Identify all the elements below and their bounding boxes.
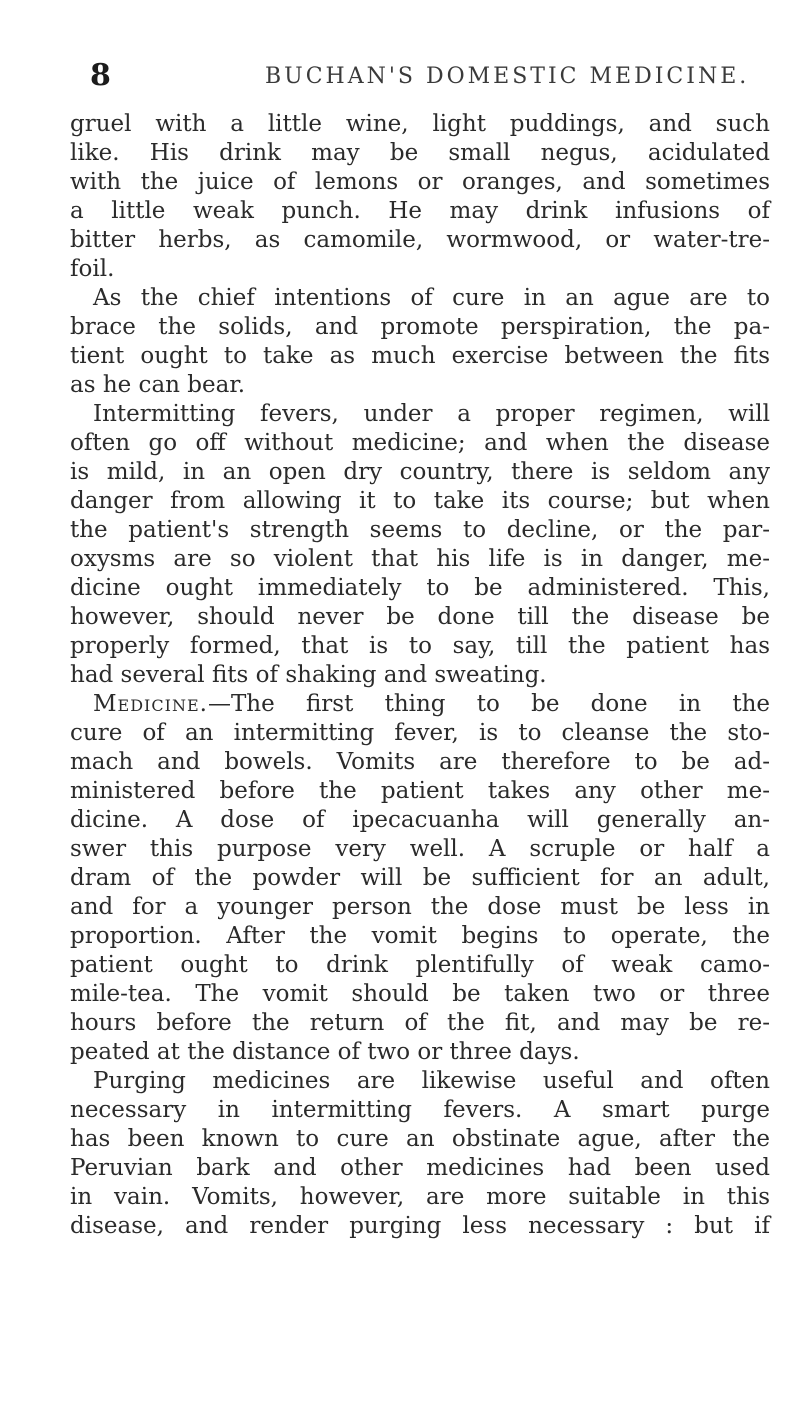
text-line: hours before the return of the fit, and may be re- — [70, 1010, 770, 1036]
text-line: a little weak punch. He may drink infusions of — [70, 198, 770, 224]
text-line: danger from allowing it to take its course; but when — [70, 488, 770, 514]
text-line: brace the solids, and promote perspiration, the pa- — [70, 314, 770, 340]
text-line: Intermitting fevers, under a proper regimen, will — [93, 401, 770, 427]
text-line: gruel with a little wine, light puddings, and such — [70, 111, 770, 137]
text-line: Peruvian bark and other medicines had been used — [70, 1155, 770, 1181]
text-line — [70, 690, 770, 719]
text-line: is mild, in an open dry country, there is seldom any — [70, 459, 770, 485]
text-line: had several fits of shaking and sweating. — [70, 662, 547, 688]
text-line: often go off without medicine; and when the disease — [70, 430, 770, 456]
text-line: and for a younger person the dose must be less in — [70, 894, 770, 920]
text-line: mach and bowels. Vomits are therefore to be ad- — [70, 749, 770, 775]
section-heading: Medicine. — [93, 691, 208, 717]
text-line: dram of the powder will be sufficient for an adult, — [70, 865, 770, 891]
text-line: the patient's strength seems to decline, or the par- — [70, 517, 770, 543]
text-line: ministered before the patient takes any other me- — [70, 778, 770, 804]
text-line: dicine. A dose of ipecacuanha will generally an- — [70, 807, 770, 833]
page-number: 8 — [90, 58, 111, 93]
running-head: BUCHAN'S DOMESTIC MEDICINE. — [265, 64, 750, 89]
text-line: As the chief intentions of cure in an ague are to — [93, 285, 770, 311]
body-text — [70, 110, 770, 1241]
text-line: swer this purpose very well. A scruple or half a — [70, 836, 770, 862]
text-line: peated at the distance of two or three days. — [70, 1039, 580, 1065]
text-line: like. His drink may be small negus, acidulated — [70, 140, 770, 166]
text-line: bitter herbs, as camomile, wormwood, or water-tre- — [70, 227, 770, 253]
section-heading-rest: —The first thing to be done in the — [207, 691, 770, 717]
text-line: cure of an intermitting fever, is to cleanse the sto- — [70, 720, 770, 746]
text-line: has been known to cure an obstinate ague, after the — [70, 1126, 770, 1152]
text-line: with the juice of lemons or oranges, and sometimes — [70, 169, 770, 195]
text-line: proportion. After the vomit begins to operate, the — [70, 923, 770, 949]
text-line: Purging medicines are likewise useful and often — [93, 1068, 770, 1094]
text-line: disease, and render purging less necessary : but if — [70, 1213, 770, 1239]
page-header — [40, 58, 760, 98]
text-line: foil. — [70, 256, 115, 282]
text-line: as he can bear. — [70, 372, 246, 398]
text-line: patient ought to drink plentifully of weak camo- — [70, 952, 770, 978]
text-line: dicine ought immediately to be administered. This, — [70, 575, 770, 601]
text-line: properly formed, that is to say, till the patient has — [70, 633, 770, 659]
text-line: however, should never be done till the disease be — [70, 604, 770, 630]
text-line: in vain. Vomits, however, are more suitable in this — [70, 1184, 770, 1210]
text-line: tient ought to take as much exercise between the fits — [70, 343, 770, 369]
text-line: oxysms are so violent that his life is in danger, me- — [70, 546, 770, 572]
text-line: mile-tea. The vomit should be taken two or three — [70, 981, 770, 1007]
text-line: necessary in intermitting fevers. A smart purge — [70, 1097, 770, 1123]
